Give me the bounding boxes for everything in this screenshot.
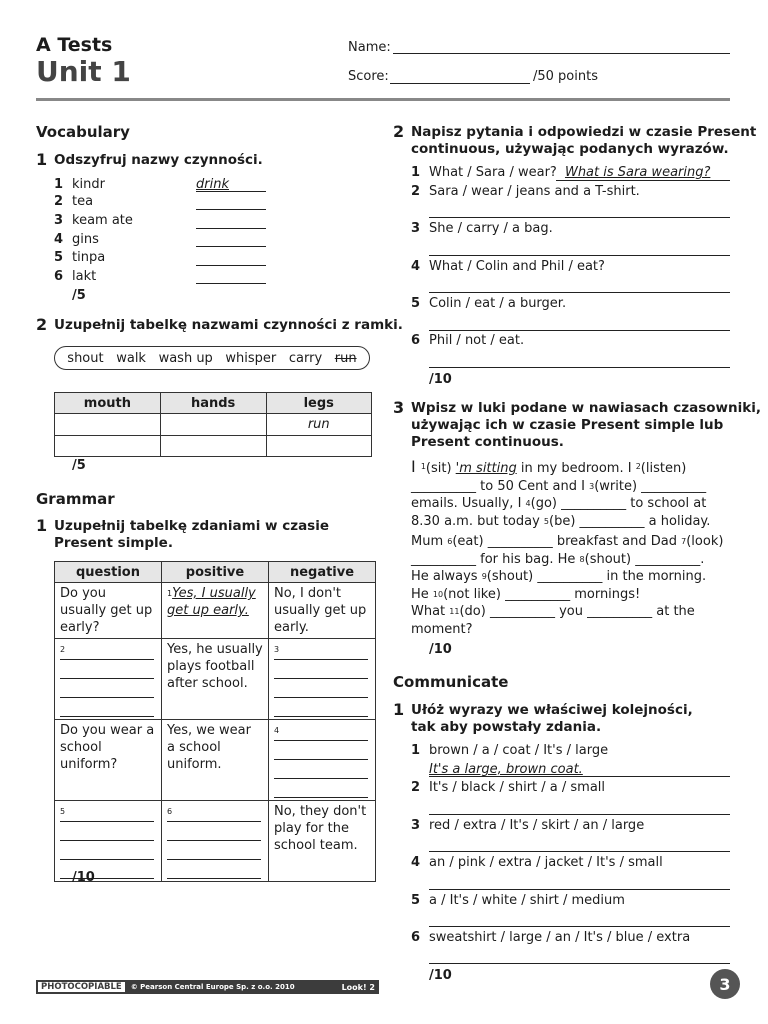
- exercise-number: 1: [36, 516, 48, 535]
- list-item: 3 red / extra / It's / skirt / an / large: [411, 818, 645, 833]
- table-cell[interactable]: [55, 414, 161, 436]
- exercise-instruction-cont: Present simple.: [54, 535, 173, 551]
- exercise-instruction-cont: używając ich w czasie Present simple lub: [411, 417, 724, 433]
- answer-line[interactable]: [429, 963, 730, 964]
- list-item: 2 tea: [54, 194, 94, 209]
- exercise-instruction-cont: Present continuous.: [411, 434, 564, 450]
- list-item: 4 an / pink / extra / jacket / It's / small: [411, 855, 663, 870]
- word-box: [54, 346, 370, 370]
- score-label: /5: [72, 458, 86, 473]
- list-item: 1 kindr: [54, 177, 105, 192]
- word-box-item: wash up: [158, 350, 213, 366]
- word-box-item: carry: [288, 350, 323, 366]
- exercise-number: 1: [36, 150, 48, 169]
- table-cell[interactable]: [55, 436, 161, 457]
- table-cell: Yes, we wear a school uniform.: [162, 720, 269, 801]
- answer-line[interactable]: [429, 330, 730, 331]
- answer-line[interactable]: [429, 255, 730, 256]
- vocabulary-title: Vocabulary: [36, 123, 130, 141]
- name-label: Name:: [348, 40, 391, 55]
- grammar-table: [54, 561, 376, 882]
- column-header: question: [55, 562, 162, 583]
- answer-line[interactable]: [429, 926, 730, 927]
- table-cell[interactable]: 2: [55, 639, 162, 720]
- list-item: 6 sweatshirt / large / an / It's / blue / extra: [411, 930, 691, 945]
- paragraph-1: I $^1$(sit) 'm sitting in my bedroom. I $^2$(listen) __________ to 50 Cent and I $^3$(write) __________ emails. Usually, I $^4$(go) __________ to school at 8.30 a.m. but today $^5$(be) __________ a holiday.: [411, 457, 711, 529]
- table-cell: Yes, he usually plays football after school.: [162, 639, 269, 720]
- exercise-instruction: Ułóż wyrazy we właściwej kolejności,: [411, 702, 693, 718]
- answer-line[interactable]: [429, 814, 730, 815]
- exercise-instruction: Uzupełnij tabelkę zdaniami w czasie: [54, 518, 330, 534]
- list-item: 3 She / carry / a bag.: [411, 221, 553, 236]
- exercise-instruction: Wpisz w luki podane w nawiasach czasowniki,: [411, 400, 761, 416]
- answer-example: It's a large, brown coat.: [429, 762, 583, 777]
- column-header: hands: [160, 393, 266, 414]
- score-label: /10: [429, 642, 452, 657]
- list-item: 2 It's / black / shirt / a / small: [411, 780, 606, 795]
- table-cell: No, I don't usually get up early.: [269, 583, 376, 639]
- list-item: 4 What / Colin and Phil / eat?: [411, 259, 605, 274]
- communicate-title: Communicate: [393, 673, 509, 691]
- list-item: 3 keam ate: [54, 213, 133, 228]
- table-cell: No, they don't play for the school team.: [269, 801, 376, 882]
- score-label: /5: [72, 288, 86, 303]
- table-cell-example: run: [266, 414, 372, 436]
- table-cell[interactable]: [266, 436, 372, 457]
- answer-line[interactable]: [429, 292, 730, 293]
- table-cell: Do you wear a school uniform?: [55, 720, 162, 801]
- footer-bar: [36, 980, 379, 994]
- list-item: 1 What / Sara / wear? What is Sara wearing?: [411, 165, 711, 180]
- page-number: 3: [710, 969, 740, 999]
- table-cell[interactable]: 3: [269, 639, 376, 720]
- list-item: 5 a / It's / white / shirt / medium: [411, 893, 625, 908]
- answer-line[interactable]: [196, 246, 266, 247]
- list-item: 5 Colin / eat / a burger.: [411, 296, 567, 311]
- answer-example: drink: [196, 177, 229, 192]
- word-box-item: whisper: [225, 350, 277, 366]
- photocopiable-label: PHOTOCOPIABLE: [38, 982, 125, 992]
- answer-line[interactable]: [429, 367, 730, 368]
- answer-line[interactable]: [196, 265, 266, 266]
- answer-line[interactable]: [196, 191, 266, 192]
- answer-line[interactable]: [429, 889, 730, 890]
- score-label: /10: [72, 870, 95, 885]
- exercise-instruction: Napisz pytania i odpowiedzi w czasie Present: [411, 124, 757, 140]
- column-header: legs: [266, 393, 372, 414]
- list-item: 6 Phil / not / eat.: [411, 333, 525, 348]
- list-item: 5 tinpa: [54, 250, 106, 265]
- list-item: 6 lakt: [54, 269, 97, 284]
- answer-line[interactable]: [196, 209, 266, 210]
- exercise-instruction-cont: tak aby powstały zdania.: [411, 719, 602, 735]
- word-box-item-used: run: [334, 350, 357, 366]
- table-cell[interactable]: 4: [269, 720, 376, 801]
- score-label: Score:: [348, 69, 389, 84]
- table-cell[interactable]: 6: [162, 801, 269, 882]
- answer-line[interactable]: [429, 217, 730, 218]
- copyright-text: © Pearson Central Europe Sp. z o.o. 2010: [130, 983, 295, 991]
- answer-line[interactable]: [196, 228, 266, 229]
- table-cell[interactable]: [160, 436, 266, 457]
- exercise-number: 2: [36, 315, 48, 334]
- list-item: 4 gins: [54, 232, 99, 247]
- answer-line[interactable]: [429, 851, 730, 852]
- grammar-title: Grammar: [36, 490, 115, 508]
- exercise-number: 1: [393, 700, 405, 719]
- list-item: 2 Sara / wear / jeans and a T-shirt.: [411, 184, 640, 199]
- word-box-item: walk: [116, 350, 146, 366]
- unit-title: Unit 1: [36, 55, 131, 88]
- column-header: positive: [162, 562, 269, 583]
- score-label: /10: [429, 968, 452, 983]
- column-header: mouth: [55, 393, 161, 414]
- answer-line[interactable]: [429, 776, 730, 777]
- test-label: A Tests: [36, 34, 113, 56]
- table-cell[interactable]: [160, 414, 266, 436]
- score-field[interactable]: [390, 83, 530, 84]
- score-label: /10: [429, 372, 452, 387]
- paragraph-2: Mum $^6$(eat) __________ breakfast and Dad $^7$(look) __________ for his bag. He $^8$(shout) __________. He always $^9$(shout) __________ in the morning. He $^{10}$(not like) __________ mornings! What $^{11}$(do) __________ you __________ at the moment?: [411, 534, 724, 637]
- name-field[interactable]: [393, 53, 730, 54]
- list-item: 1 brown / a / coat / It's / large: [411, 743, 609, 758]
- exercise-instruction-cont: continuous, używając podanych wyrazów.: [411, 141, 729, 157]
- answer-line[interactable]: [196, 283, 266, 284]
- exercise-number: 2: [393, 122, 405, 141]
- table-cell[interactable]: 5: [55, 801, 162, 882]
- activity-table: [54, 392, 372, 457]
- table-cell-example: $^1$Yes, I usually get up early.: [162, 583, 269, 639]
- answer-line[interactable]: [556, 180, 730, 181]
- score-total: /50 points: [533, 69, 598, 84]
- column-header: negative: [269, 562, 376, 583]
- table-cell: Do you usually get up early?: [55, 583, 162, 639]
- exercise-number: 3: [393, 398, 405, 417]
- exercise-instruction: Odszyfruj nazwy czynności.: [54, 152, 263, 168]
- header-rule: [36, 98, 730, 101]
- word-box-item: shout: [67, 350, 104, 366]
- brand-label: Look! 2: [341, 982, 375, 992]
- exercise-instruction: Uzupełnij tabelkę nazwami czynności z ramki.: [54, 317, 403, 333]
